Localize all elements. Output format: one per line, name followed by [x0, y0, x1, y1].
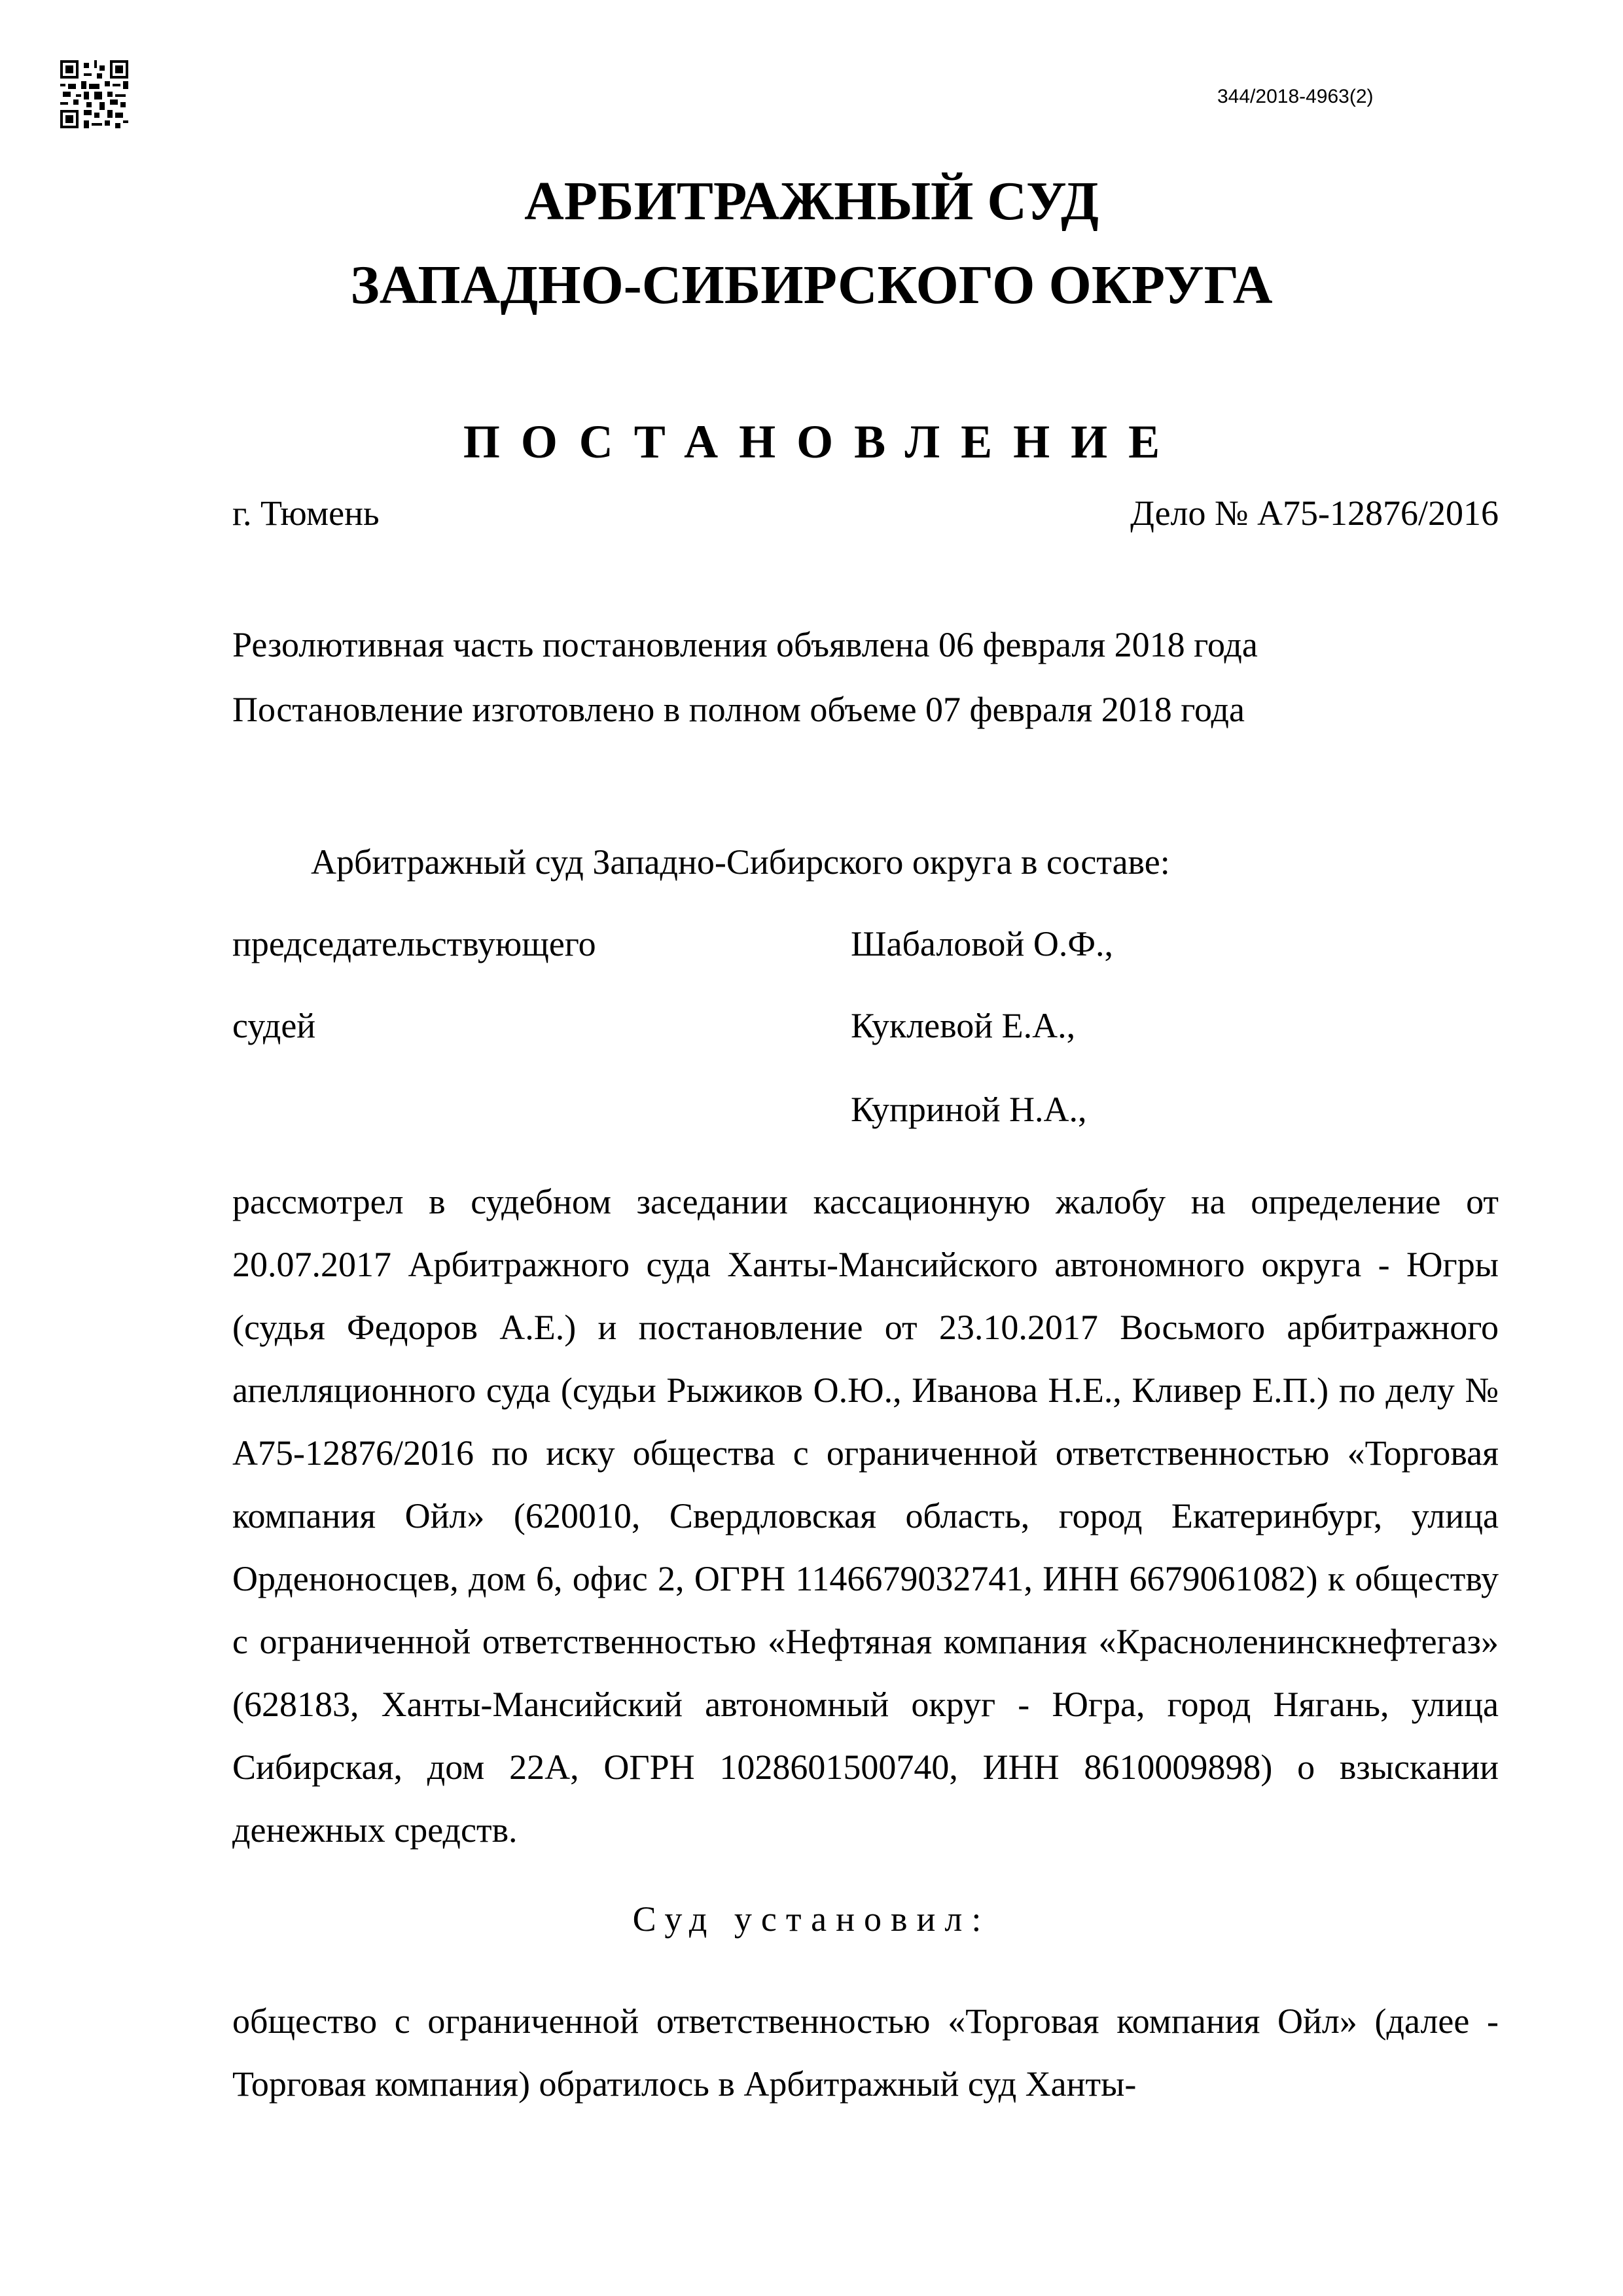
- court-name-line1: АРБИТРАЖНЫЙ СУД: [524, 171, 1099, 232]
- judge-name: Куприной Н.А.,: [851, 1090, 1087, 1129]
- composition-intro: Арбитражный суд Западно-Сибирского округа в составе:: [311, 842, 1170, 882]
- chair-role: председательствующего: [232, 924, 596, 963]
- judge-name: Куклевой Е.А.,: [851, 1006, 1076, 1045]
- findings-paragraph: общество с ограниченной ответственностью «Торговая компания Ойл» (далее - Торговая компания) обратилось в Арбитражный суд Ханты-: [232, 2001, 1499, 2104]
- qr-code: [60, 60, 128, 128]
- announced-date: Резолютивная часть постановления объявлена 06 февраля 2018 года: [232, 625, 1258, 664]
- section-heading: Суд установил:: [632, 1899, 991, 1939]
- document-title: ПОСТАНОВЛЕНИЕ: [463, 416, 1181, 468]
- judges-role: судей: [232, 1006, 316, 1045]
- case-number: Дело № А75-12876/2016: [1130, 493, 1499, 533]
- document-number: 344/2018-4963(2): [1217, 86, 1374, 107]
- city: г. Тюмень: [232, 493, 380, 533]
- chair-name: Шабаловой О.Ф.,: [851, 924, 1113, 963]
- completed-date: Постановление изготовлено в полном объеме 07 февраля 2018 года: [232, 690, 1245, 729]
- case-description-paragraph: рассмотрел в судебном заседании кассационную жалобу на определение от 20.07.2017 Арбитражного суда Ханты-Мансийского автономного округа - Югры (судья Федоров А.Е.) и постановление от 23.10.2017 Восьмого арбитражного апелляционного суда (судьи Рыжиков О.Ю., Иванова Н.Е., Кливер Е.П.) по делу № А75-12876/2016 по иску общества с ограниченной ответственностью «Торговая компания Ойл» (620010, Свердловская область, город Екатеринбург, улица Орденоносцев, дом 6, офис 2, ОГРН 1146679032741, ИНН 6679061082) к обществу с ограниченной ответственностью «Нефтяная компания «Красноленинскнефтегаз» (628183, Ханты-Мансийский автономный округ - Югра, город Нягань, улица Сибирская, дом 22А, ОГРН 1028601500740, ИНН 8610009898) о взыскании денежных средств.: [232, 1182, 1499, 1850]
- court-name-line2: ЗАПАДНО-СИБИРСКОГО ОКРУГА: [350, 255, 1273, 315]
